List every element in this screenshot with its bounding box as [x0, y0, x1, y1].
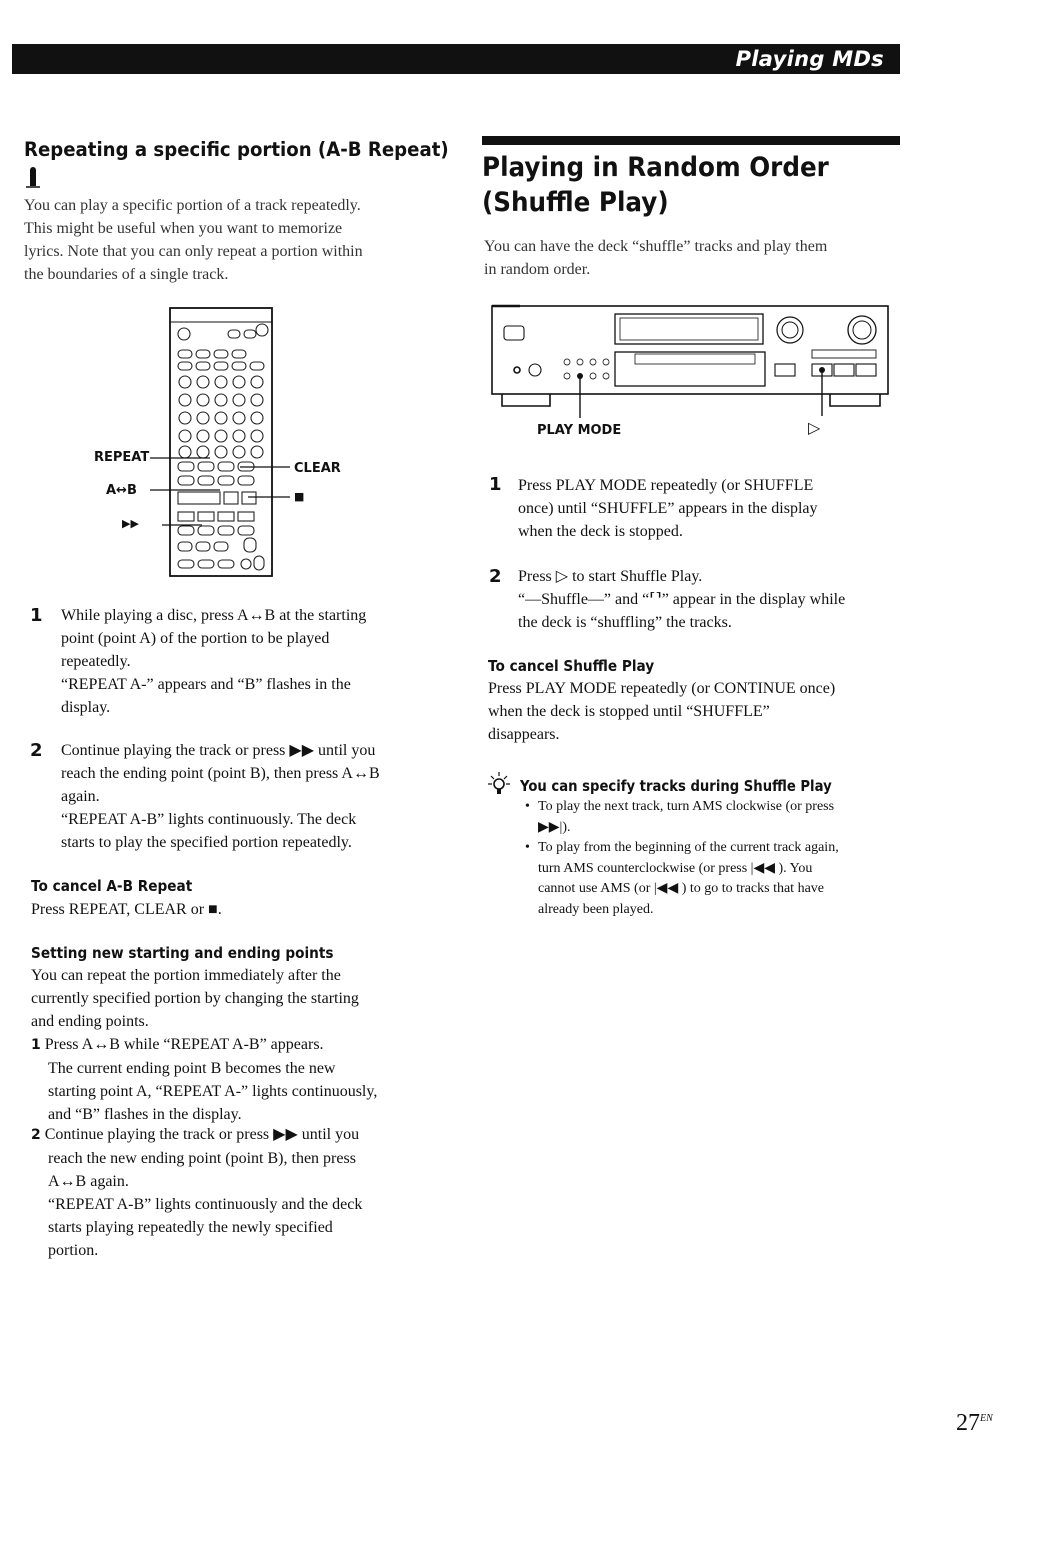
step-line: Press ▷ to start Shuffle Play. — [518, 568, 703, 585]
section-title-ab-repeat: Repeating a specific portion (A-B Repeat) — [24, 138, 449, 161]
step-line: Press PLAY MODE repeatedly (or SHUFFLE — [518, 477, 814, 494]
shuffle-step2 — [518, 565, 908, 634]
intro-line: You can have the deck “shuffle” tracks and play them — [484, 238, 828, 255]
step-number: 1 — [30, 605, 43, 626]
tip-item: • To play the next track, turn AMS clockwise (or press ▶▶|). — [525, 797, 915, 838]
setting-step1 — [31, 1033, 451, 1126]
step-line: when the deck is stopped. — [518, 523, 683, 540]
setting-title: Setting new starting and ending points — [31, 944, 334, 962]
step-line: once) until “SHUFFLE” appears in the display — [518, 500, 818, 517]
cancel-line: disappears. — [488, 726, 560, 743]
header-title: Playing MDs — [735, 47, 884, 71]
intro-line: This might be useful when you want to memorize — [24, 220, 343, 237]
tip-line: To play from the beginning of the current track again, — [538, 840, 839, 855]
setting-line: currently specified portion by changing the starting — [31, 990, 359, 1007]
step-number: 1 — [31, 1037, 41, 1053]
tip-list — [525, 797, 915, 920]
step-line: portion. — [48, 1242, 99, 1259]
page-number-suffix: EN — [980, 1413, 993, 1424]
cancel-line: when the deck is stopped until “SHUFFLE” — [488, 703, 770, 720]
step-line: “REPEAT A-” appears and “B” flashes in the — [61, 676, 351, 693]
label-repeat: REPEAT — [94, 450, 150, 465]
page-number-value: 27 — [956, 1410, 980, 1436]
step-line: and “B” flashes in the display. — [48, 1106, 242, 1123]
cancel-shuffle-text — [488, 677, 908, 746]
shuffle-title-line2: (Shuffle Play) — [482, 187, 669, 218]
md-deck-illustration — [490, 298, 900, 423]
label-clear: CLEAR — [294, 461, 341, 476]
page-number — [956, 1410, 993, 1437]
step-line: starts to play the specified portion repeatedly. — [61, 834, 352, 851]
remote-control-illustration — [90, 300, 360, 580]
tip-line: cannot use AMS (or |◀◀ ) to go to tracks that have — [538, 881, 825, 896]
step-line: “—Shuffle—” and “⸢⸣” appear in the display while — [518, 591, 846, 608]
remote-icon — [24, 166, 44, 190]
step-number: 1 — [489, 474, 502, 495]
intro-line: You can play a specific portion of a track repeatedly. — [24, 197, 361, 214]
label-ab: A↔B — [106, 483, 137, 498]
tip-line: ▶▶|). — [538, 819, 571, 835]
step-line: Continue playing the track or press ▶▶ until you — [44, 1126, 360, 1143]
step-number: 2 — [489, 566, 502, 587]
cancel-line: Press PLAY MODE repeatedly (or CONTINUE once) — [488, 680, 836, 697]
ab-intro — [24, 194, 444, 286]
step-line: starting point A, “REPEAT A-” lights continuously, — [48, 1083, 378, 1100]
setting-line: and ending points. — [31, 1013, 149, 1030]
setting-line: You can repeat the portion immediately after the — [31, 967, 341, 984]
tip-item: • To play from the beginning of the current track again, turn AMS counterclockwise (or press |◀◀ ). You cannot use AMS (or |◀◀ ) to go to tracks that have already been played. — [525, 838, 915, 920]
ab-step1 — [61, 604, 461, 719]
cancel-shuffle-title: To cancel Shuffle Play — [488, 657, 655, 675]
header-bar — [12, 44, 900, 74]
label-play-mode: PLAY MODE — [537, 423, 622, 438]
tip-title: You can specify tracks during Shuffle Play — [520, 777, 832, 795]
tip-line: turn AMS counterclockwise (or press |◀◀ ). You — [538, 860, 813, 876]
shuffle-step1 — [518, 474, 898, 543]
tip-line: already been played. — [538, 901, 654, 917]
setting-intro — [31, 964, 451, 1033]
label-play: ▷ — [808, 418, 821, 437]
lightbulb-tip-icon — [487, 770, 513, 796]
step-line: reach the new ending point (point B), then press — [48, 1150, 356, 1167]
shuffle-title-line1: Playing in Random Order — [482, 152, 829, 183]
shuffle-intro — [484, 235, 904, 281]
step-line: “REPEAT A-B” lights continuously. The deck — [61, 811, 357, 828]
step-line: “REPEAT A-B” lights continuously and the deck — [48, 1196, 363, 1213]
ab-step2 — [61, 739, 461, 854]
step-line: While playing a disc, press A↔B at the starting — [61, 607, 367, 624]
step-line: A↔B again. — [48, 1173, 129, 1190]
step-line: the deck is “shuffling” the tracks. — [518, 614, 732, 631]
intro-line: in random order. — [484, 261, 591, 278]
step-line: reach the ending point (point B), then press A↔B — [61, 765, 380, 782]
step-line: starts playing repeatedly the newly specified — [48, 1219, 333, 1236]
intro-line: lyrics. Note that you can only repeat a portion within — [24, 243, 363, 260]
step-line: point (point A) of the portion to be played — [61, 630, 330, 647]
label-ff: ▶▶ — [122, 517, 139, 530]
cancel-ab-title: To cancel A-B Repeat — [31, 877, 193, 895]
step-line: Press A↔B while “REPEAT A-B” appears. — [44, 1036, 324, 1053]
step-line: repeatedly. — [61, 653, 131, 670]
step-number: 2 — [30, 740, 43, 761]
intro-line: the boundaries of a single track. — [24, 266, 229, 283]
step-line: again. — [61, 788, 100, 805]
step-line: Continue playing the track or press ▶▶ until you — [61, 742, 376, 759]
tip-line: To play the next track, turn AMS clockwise (or press — [538, 799, 835, 814]
step-number: 2 — [31, 1127, 41, 1143]
label-stop: ■ — [294, 490, 305, 503]
section-rule — [482, 136, 900, 145]
cancel-ab-text: Press REPEAT, CLEAR or ■. — [31, 901, 222, 918]
setting-step2 — [31, 1123, 451, 1262]
step-line: display. — [61, 699, 111, 716]
step-line: The current ending point B becomes the new — [48, 1060, 336, 1077]
